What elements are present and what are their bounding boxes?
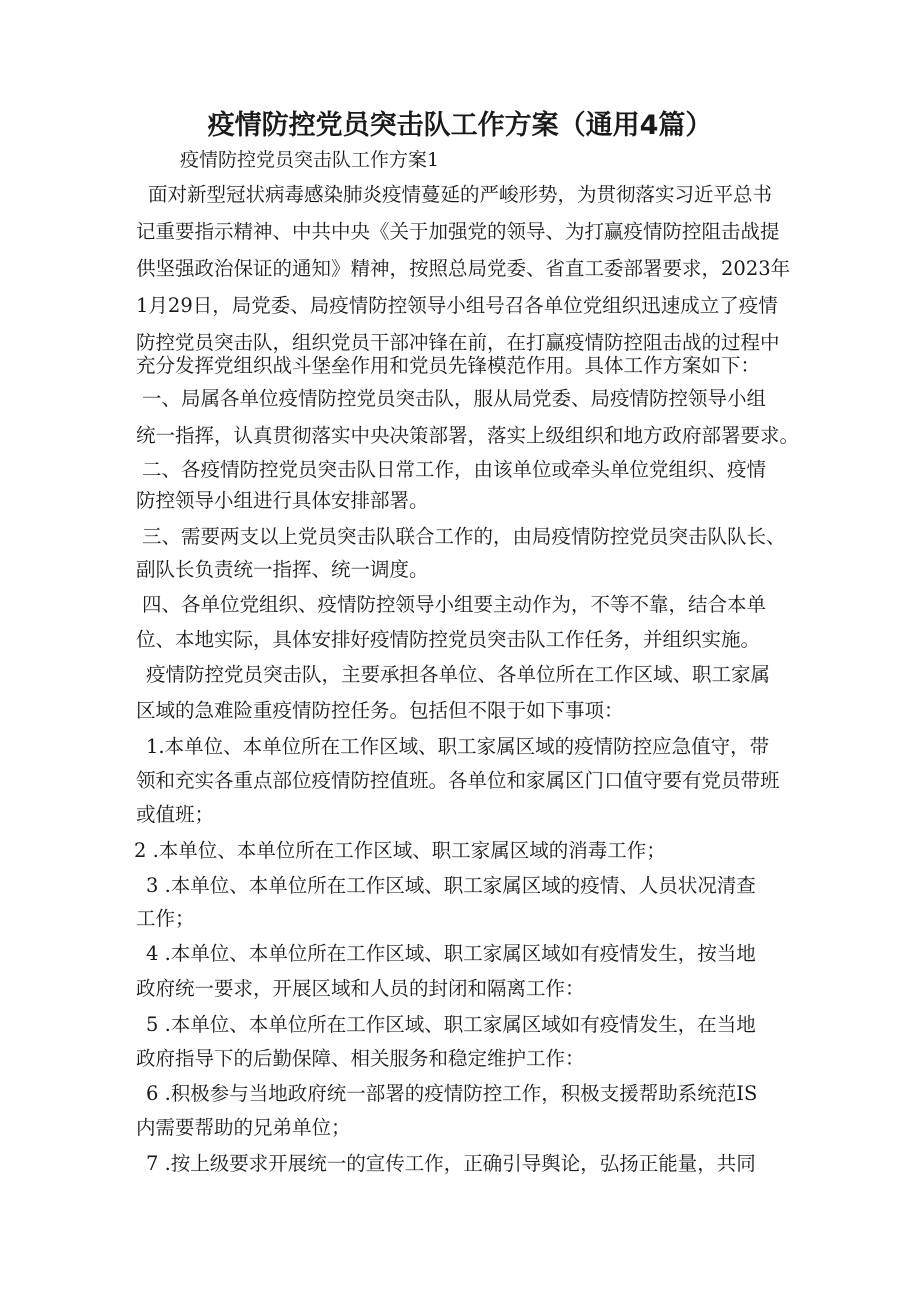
- paragraph-line: 一、局属各单位疫情防控党员突击队，服从局党委、局疫情防控领导小组: [142, 387, 767, 410]
- paragraph-line: 位、本地实际，具体安排好疫情防控党员突击队工作任务，并组织实施。: [136, 628, 761, 651]
- paragraph-line: 区域的急难险重疫情防控任务。包括但不限于如下事项：: [136, 699, 624, 722]
- document-title: 疫情防控党员突击队工作方案（通用4篇）: [207, 110, 713, 141]
- paragraph-line: 6 .积极参与当地政府统一部署的疫情防控工作，积极支援帮助系统范IS: [146, 1082, 758, 1105]
- paragraph-line: 统一指挥，认真贯彻落实中央决策部署，落实上级组织和地方政府部署要求。: [136, 424, 800, 447]
- paragraph-line: 领和充实各重点部位疫情防控值班。各单位和家属区门口值守要有党员带班: [136, 769, 780, 792]
- paragraph-line: 工作；: [136, 907, 195, 930]
- paragraph-line: 4 .本单位、本单位所在工作区域、职工家属区域如有疫情发生，按当地: [146, 942, 756, 965]
- paragraph-line: 记重要指示精神、中共中央《关于加强党的领导、为打赢疫情防控阻击战提: [136, 220, 780, 243]
- paragraph-line: 三、需要两支以上党员突击队联合工作的，由局疫情防控党员突击队队长、: [142, 525, 786, 548]
- document-subtitle: 疫情防控党员突击队工作方案1: [180, 149, 440, 171]
- paragraph-line: 防控党员突击队，组织党员干部冲锋在前，在打赢疫情防控阻击战的过程中: [136, 331, 780, 354]
- paragraph-line: 防控领导小组进行具体安排部署。: [136, 489, 429, 512]
- paragraph-line: 充分发挥党组织战斗堡垒作用和党员先锋模范作用。具体工作方案如下：: [136, 354, 761, 377]
- paragraph-line: 2 .本单位、本单位所在工作区域、职工家属区域的消毒工作；: [134, 839, 666, 862]
- paragraph-line: 二、各疫情防控党员突击队日常工作，由该单位或牵头单位党组织、疫情: [142, 458, 767, 481]
- paragraph-line: 政府指导下的后勤保障、相关服务和稳定维护工作：: [136, 1047, 585, 1070]
- paragraph-line: 面对新型冠状病毒感染肺炎疫情蔓延的严峻形势，为贯彻落实习近平总书: [148, 183, 773, 206]
- paragraph-line: 1.本单位、本单位所在工作区域、职工家属区域的疫情防控应急值守，带: [146, 735, 770, 758]
- paragraph-line: 政府统一要求，开展区域和人员的封闭和隔离工作：: [136, 977, 585, 1000]
- paragraph-line: 3 .本单位、本单位所在工作区域、职工家属区域的疫情、人员状况清查: [146, 874, 756, 897]
- paragraph-line: 5 .本单位、本单位所在工作区域、职工家属区域如有疫情发生，在当地: [146, 1013, 756, 1036]
- paragraph-line: 7 .按上级要求开展统一的宣传工作，正确引导舆论，弘扬正能量，共同: [146, 1152, 756, 1175]
- paragraph-line: 副队长负责统一指挥、统一调度。: [136, 558, 429, 581]
- paragraph-line: 四、各单位党组织、疫情防控领导小组要主动作为，不等不靠，结合本单: [142, 593, 767, 616]
- paragraph-line: 疫情防控党员突击队，主要承担各单位、各单位所在工作区域、职工家属: [146, 663, 771, 686]
- paragraph-line: 1月29日，局党委、局疫情防控领导小组号召各单位党组织迅速成立了疫情: [136, 294, 778, 317]
- paragraph-line: 供坚强政治保证的通知》精神，按照总局党委、省直工委部署要求，2023年: [136, 257, 791, 280]
- paragraph-line: 或值班；: [136, 803, 215, 826]
- paragraph-line: 内需要帮助的兄弟单位；: [136, 1116, 351, 1139]
